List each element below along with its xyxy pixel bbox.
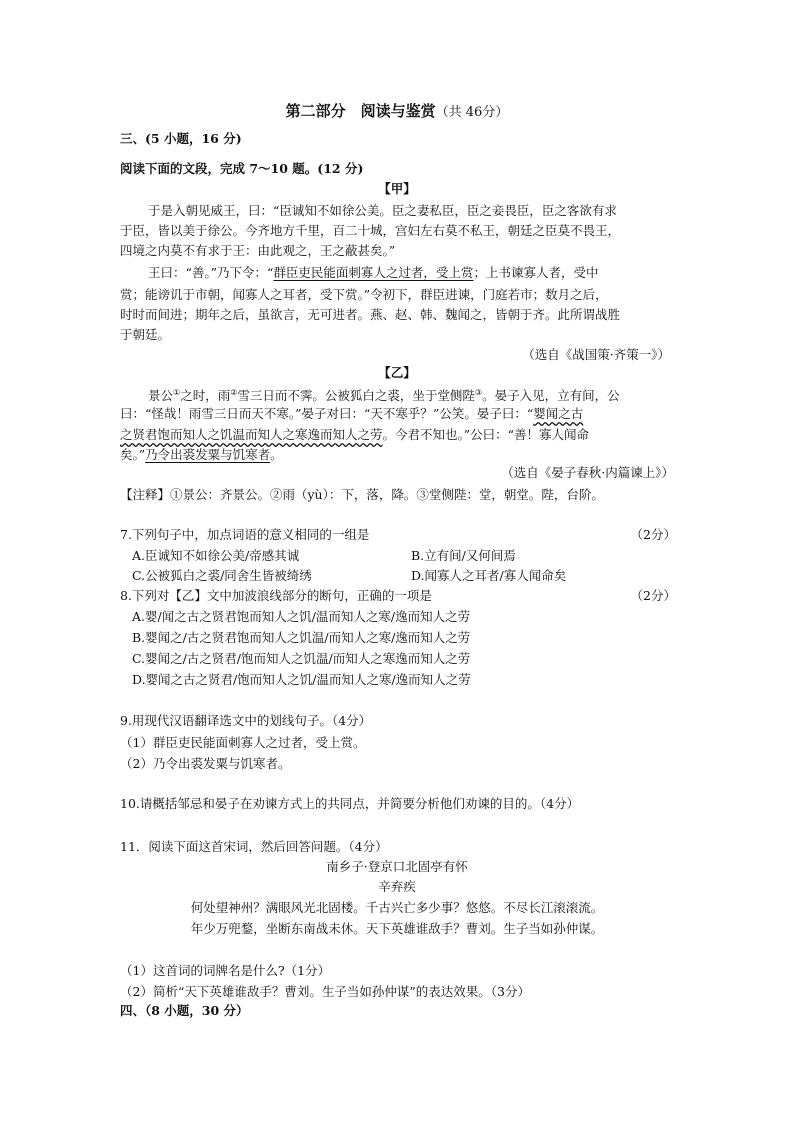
- yi-text: 曰：“怪哉！雨雪三日而天不寒。”晏子对曰：“天不寒乎？”公笑。晏子曰：“: [120, 406, 534, 421]
- wavy-underlined-text: 婴闻之古: [533, 406, 584, 421]
- question-10-stem: 10.请概括邹忌和晏子在劝谏方式上的共同点，并简要分析他们劝谏的目的。（4分）: [120, 796, 580, 811]
- q8-option-b: B.婴闻之/古之贤君饱而知人之饥温/而知人之寒/逸而知人之劳: [132, 630, 471, 645]
- yi-text: 之时，雨: [180, 388, 231, 404]
- yi-line-2: [120, 405, 583, 423]
- note-marker: ②: [230, 388, 238, 397]
- question-11-stem: 11．阅读下面这首宋词，然后回答问题。（4分）: [120, 839, 388, 854]
- question-7-score: （2分）: [630, 527, 676, 542]
- poem-title: 南乡子·登京口北固亭有怀: [326, 859, 468, 874]
- yi-text: 雪三日而不霁。公被狐白之裘，坐于堂侧陛: [237, 388, 475, 404]
- question-7-stem: 7.下列句子中，加点词语的意义相同的一组是: [120, 527, 370, 542]
- jia-line-3: 四境之内莫不有求于王：由此观之，王之蔽甚矣。”: [120, 243, 396, 258]
- yi-text: 。晏子入见，立有间，公: [482, 388, 620, 404]
- wavy-underlined-text: 之贤君饱而知人之饥温而知人之寒逸而知人之劳: [120, 427, 383, 442]
- title-score: （共 46分）: [435, 105, 509, 120]
- underlined-sentence-2: 乃令出裘发粟与饥寒者: [145, 447, 271, 462]
- yi-text: 。: [270, 447, 283, 462]
- yi-text: 矣。”: [120, 447, 146, 462]
- q8-option-d: D.婴闻之古之贤君/饱而知人之饥/温而知人之寒/逸而知人之劳: [132, 672, 471, 687]
- q7-option-a: A.臣诚知不如徐公美/帝感其诚: [132, 548, 300, 563]
- passage-yi-label: 【乙】: [378, 365, 416, 380]
- question-9-stem: 9.用现代汉语翻译选文中的划线句子。（4分）: [120, 713, 372, 728]
- yi-line-1: [148, 384, 620, 405]
- annotations: 【注释】①景公：齐景公。②雨（yù）：下，落，降。③堂侧陛：堂，朝堂。陛，台阶。: [120, 487, 604, 502]
- passage-jia-label: 【甲】: [378, 181, 416, 196]
- jia-text: 王曰：“善。”乃下令：“: [148, 265, 274, 280]
- q7-option-b: B.立有间/又何间焉: [411, 548, 516, 563]
- note-marker: ①: [173, 388, 181, 397]
- q9-sub-1: （1）群臣吏民能面刺寡人之过者，受上赏。: [120, 735, 366, 750]
- q7-option-d: D.闻寡人之耳者/寡人闻命矣: [411, 568, 567, 583]
- jia-text: ；上书谏寡人者，受中: [473, 265, 599, 280]
- q11-sub-2: （2）简析“天下英雄谁敌手？曹刘。生子当如孙仲谋”的表达效果。（3分）: [120, 984, 530, 999]
- reading-instruction: 阅读下面的文段，完成 7～10 题。(12 分): [120, 161, 364, 176]
- jia-line-1: 于是入朝见威王，曰：“臣诚知不如徐公美。臣之妻私臣，臣之妾畏臣，臣之客欲有求: [148, 203, 617, 218]
- note-marker: ③: [474, 388, 483, 397]
- jia-line-6: 时时而间进；期年之后，虽欲言，无可进者。燕、赵、韩、魏闻之，皆朝于齐。此所谓战胜: [120, 307, 621, 322]
- yi-line-4: [120, 446, 283, 464]
- q9-sub-2: （2）乃令出裘发粟与饥寒者。: [120, 756, 291, 771]
- poem-line-2: 年少万兜鍪，坐断东南战未休。天下英雄谁敌手？曹刘。生子当如孙仲谋。: [190, 921, 604, 936]
- jia-line-7: 于朝廷。: [120, 327, 171, 342]
- jia-line-5: 赏；能谤讥于市朝，闻寡人之耳者，受下赏。”令初下，群臣进谏，门庭若市；数月之后，: [120, 287, 608, 302]
- q8-option-a: A.婴/闻之古之贤君饱而知人之饥/温而知人之寒/逸而知人之劳: [132, 609, 471, 624]
- q11-sub-1: （1）这首词的词牌名是什么?（1分）: [120, 963, 331, 978]
- poem-line-1: 何处望神州？满眼风光北固楼。千古兴亡多少事？悠悠。不尽长江滚滚流。: [190, 900, 604, 915]
- underlined-sentence-1: 群臣吏民能面刺寡人之过者，受上赏: [273, 265, 474, 280]
- section-3-heading: 三、(5 小题，16 分): [120, 131, 242, 146]
- yi-text: 。今君不知也。”公曰：“善！寡人闻命: [382, 427, 590, 442]
- yi-source: （选自《晏子春秋·内篇谏上》）: [501, 465, 674, 480]
- jia-source: （选自《战国策·齐策一》）: [522, 347, 670, 362]
- yi-line-3: [120, 426, 589, 444]
- yi-text: 景公: [148, 388, 174, 404]
- question-8-score: （2分）: [630, 588, 676, 603]
- question-8-stem: 8.下列对【乙】文中加波浪线部分的断句，正确的一项是: [120, 588, 432, 603]
- poem-author: 辛弃疾: [378, 879, 416, 894]
- jia-line-2: 于臣，皆以美于徐公。今齐地方千里，百二十城，宫妇左右莫不私王，朝廷之臣莫不畏王，: [120, 223, 621, 238]
- q8-option-c: C.婴闻之/古之贤君/饱而知人之饥温/而知人之寒逸而知人之劳: [132, 651, 471, 666]
- q7-option-c: C.公被狐白之裘/同舍生皆被绮绣: [132, 568, 312, 583]
- jia-line-4: [148, 264, 598, 282]
- title-main: 第二部分 阅读与鉴赏: [285, 102, 436, 120]
- page-title: [0, 102, 794, 122]
- section-4-heading: 四、（8 小题，30 分）: [120, 1003, 249, 1018]
